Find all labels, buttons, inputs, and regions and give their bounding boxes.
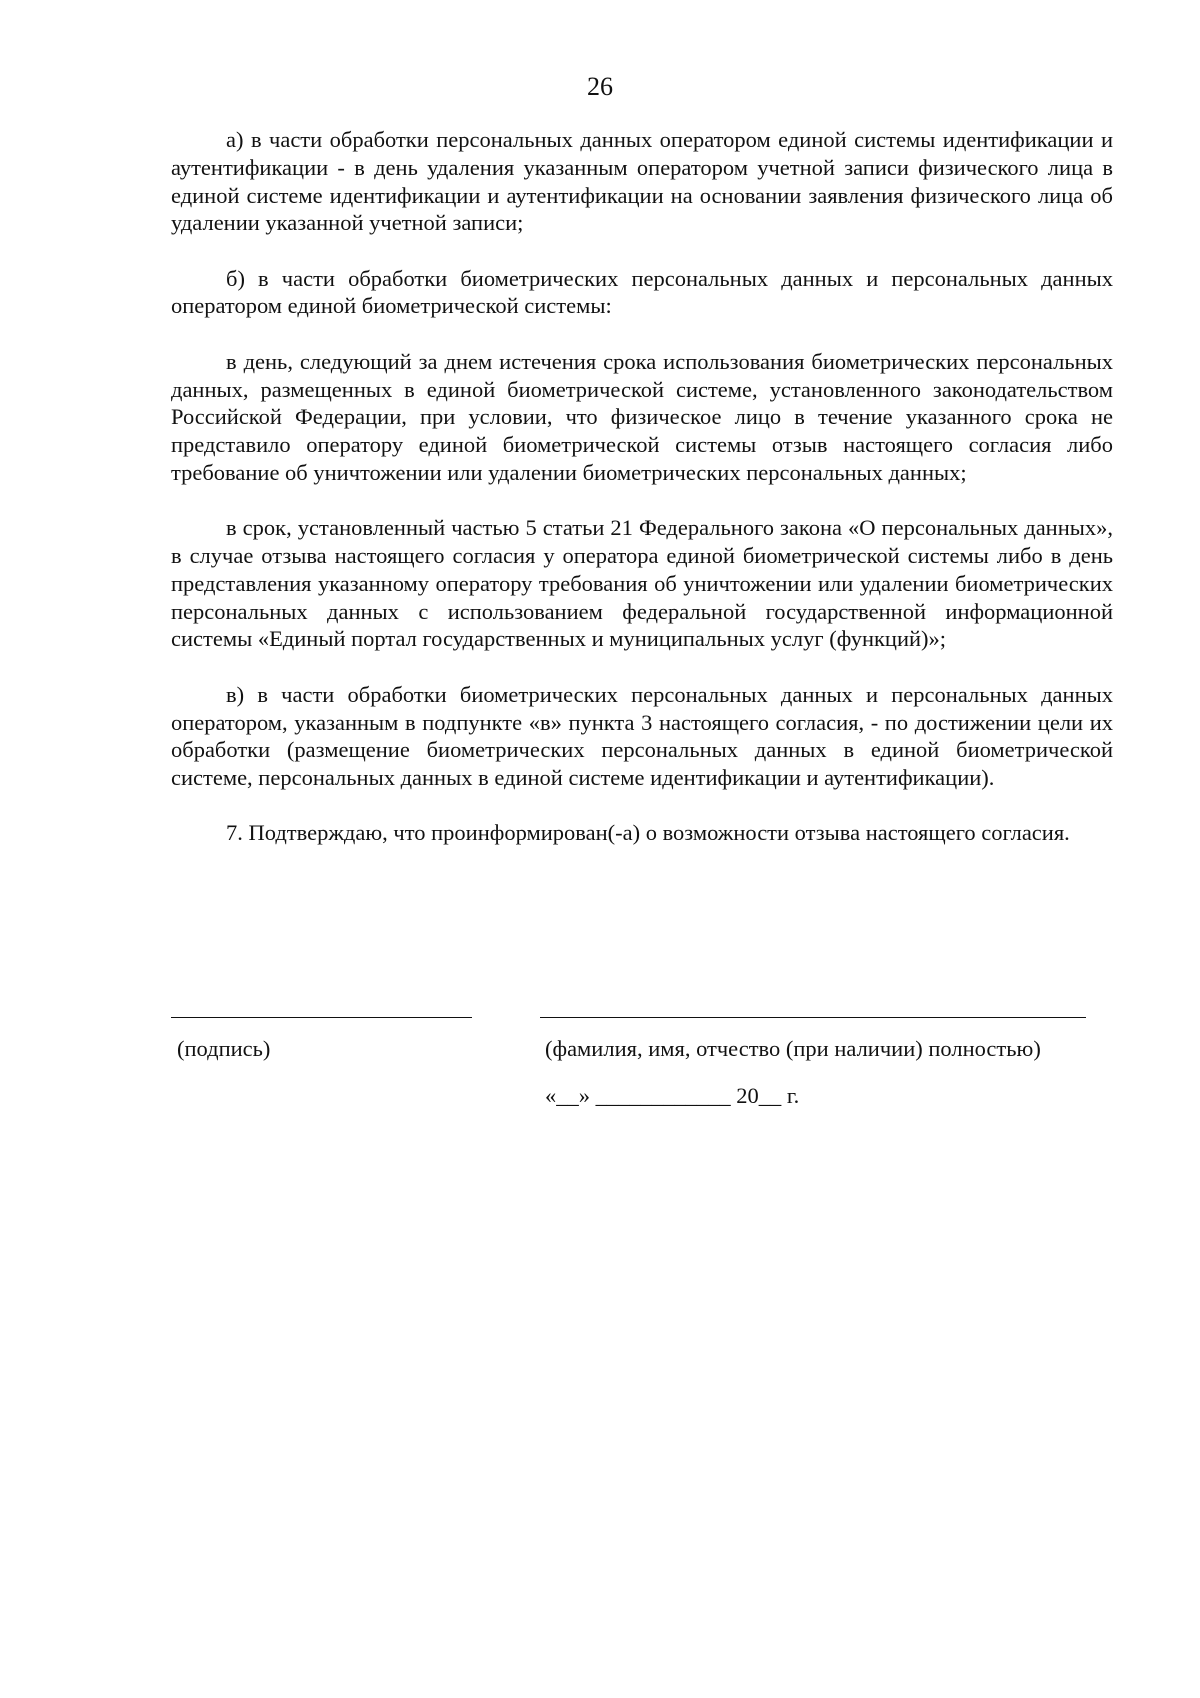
paragraph-b: б) в части обработки биометрических персональных данных и персональных данных оператором единой биометрической системы: [171,265,1113,319]
full-name-line [540,1017,1086,1018]
document-body [171,126,1113,875]
paragraph-b-term-2: в срок, установленный частью 5 статьи 21 Федерального закона «О персональных данных», в случае отзыва настоящего согласия у оператора единой биометрической системы либо в день представления указанному оператору требования об уничтожении или удалении биометрических персональных данных с использованием федеральной государственной информационной системы «Единый портал государственных и муниципальных услуг (функций)»; [171,515,1113,652]
page-number: 26 [587,72,613,101]
full-name-label: (фамилия, имя, отчество (при наличии) полностью) [545,1036,1041,1061]
paragraph-7: 7. Подтверждаю, что проинформирован(-а) о возможности отзыва настоящего согласия. [226,820,1070,846]
signature-label: (подпись) [177,1036,271,1061]
signature-line [171,1017,472,1018]
paragraph-b-term-1: в день, следующий за днем истечения срока использования биометрических персональных данных, размещенных в единой биометрической системе, установленного законодательством Российской Федерации, при условии, что физическое лицо в течение указанного срока не представило оператору единой биометрической системы отзыв настоящего согласия либо требование об уничтожении или удалении биометрических персональных данных; [171,348,1113,485]
date-field: «__» ____________ 20__ г. [545,1083,800,1108]
paragraph-v: в) в части обработки биометрических персональных данных и персональных данных оператором, указанным в подпункте «в» пункта 3 настоящего согласия, - по достижении цели их обработки (размещение биометрических персональных данных в единой биометрической системе, персональных данных в единой системе идентификации и аутентификации). [171,681,1113,791]
paragraph-a: а) в части обработки персональных данных оператором единой системы идентификации и аутентификации - в день удаления указанным оператором учетной записи физического лица в единой системе идентификации и аутентификации на основании заявления физического лица об удалении указанной учетной записи; [171,127,1113,236]
